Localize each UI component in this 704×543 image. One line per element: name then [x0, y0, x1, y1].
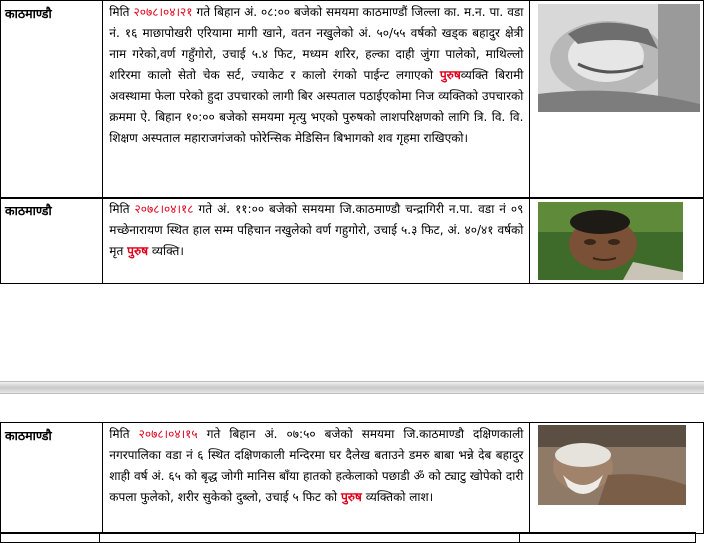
record-table-3 — [0, 422, 704, 534]
gender-keyword: पुरुष — [127, 244, 149, 258]
gender-keyword: पुरुष — [340, 490, 362, 504]
description-cell: मिति २०७८।०४।१५ गते बिहान अं. ०७:५० बजेको समयमा जि.काठमाण्डौ दक्षिणकाली नगरपालिका वडा नं ६ स्थित दक्षिणकाली मन्दिरमा घर दैलेख बताउने डमरु बाबा भन्ने देब बहादुर शाही वर्ष अं. ६५ को बृद्ध जोगी मानिस बाँया हातको हत्केलाको पछाडी ॐ को ट्याटु खोपेको दारी कपला फुलेको, शरीर सुकेको दुब्लो, उचाई ५ फिट को पुरुष व्यक्तिको लाश। — [103, 423, 530, 534]
record-table-4 — [0, 532, 696, 543]
incident-date: २०७८।०४।२१ — [133, 5, 193, 19]
deceased-photo — [538, 425, 686, 505]
description-cell: मिति २०७८।०४।२१ गते बिहान अं. ०८:०० बजेको समयमा काठमाण्डौं जिल्ला का. म.न. पा. वडा नं. १६ माछापोखरी एरियामा मागी खाने, वतन नखुलेको अं. ५०/५५ वर्षको खड्क बहादुर क्षेत्री नाम गरेको,वर्ण गहुँगोरो, उचाई ५.४ फिट, मध्यम शरिर, हल्का दाही जुंगा पालेको, माथिल्लो शरिरमा कालो सेतो चेक सर्ट, ज्याकेट र कालो रंगको पाईन्ट लगाएको पुरुषव्यक्ति बिरामी अवस्थामा फेला परेको हुदा उपचारको लागी बिर अस्पताल पठाईएकोमा निज व्यक्तिको उपचारको क्रममा ऐ. बिहान १०:०० बजेको समयमा मृत्यु भएको पुरुषको लाशपरिक्षणको लागि त्रि. वि. वि. शिक्षण अस्पताल महाराजगंजको फोरेन्सिक मेडिसिन बिभागको शव गृहमा राखिएको। — [103, 1, 530, 199]
deceased-photo — [538, 4, 700, 112]
page-break-divider — [0, 381, 704, 394]
district-cell — [1, 423, 103, 534]
record-table-1 — [0, 0, 704, 199]
table-row — [1, 1, 704, 199]
gender-keyword: पुरुष — [439, 68, 461, 82]
district-name: काठमाण्डौ — [5, 6, 52, 21]
photo-cell — [530, 1, 704, 199]
district-name: काठमाण्डौ — [5, 203, 52, 218]
photo-cell — [530, 198, 704, 284]
record-table-2 — [0, 197, 704, 284]
table-row — [1, 423, 704, 534]
photo-cell — [530, 423, 704, 534]
deceased-photo — [538, 202, 683, 280]
description-cell: मिति २०७८।०४।१८ गते अं. ११:०० बजेको समयमा जि.काठमाण्डौ चन्द्रागिरी न.पा. वडा नं ०९ मच्छेनारायण स्थित हाल सम्म पहिचान नखुलेको वर्ण गहुगोरो, उचाई ५.३ फिट, अं. ४०/४१ वर्षको मृत पुरुष व्यक्ति। — [103, 198, 530, 284]
incident-date: २०७८।०४।१८ — [134, 202, 194, 216]
district-cell — [1, 198, 103, 284]
table-row — [1, 198, 704, 284]
incident-date: २०७८।०४।१५ — [138, 427, 198, 441]
table-row — [1, 533, 696, 543]
district-name: काठमाण्डौ — [5, 428, 52, 443]
district-cell — [1, 1, 103, 199]
